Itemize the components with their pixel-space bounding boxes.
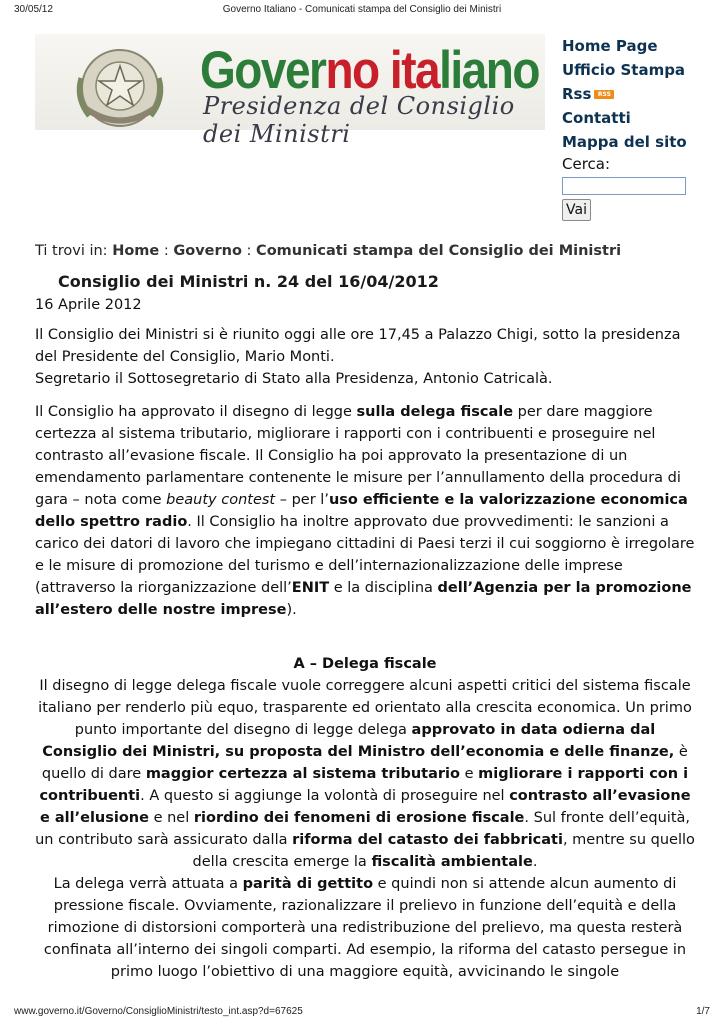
- nav-home-page[interactable]: Home Page: [562, 37, 658, 55]
- nav-ufficio-stampa[interactable]: Ufficio Stampa: [562, 61, 686, 79]
- section-heading: A – Delega fiscale: [293, 656, 437, 672]
- print-header: [14, 4, 710, 18]
- print-date: 30/05/12: [14, 4, 53, 15]
- logo-subtitle: Presidenza del Consiglio dei Ministri: [203, 92, 515, 148]
- italian-emblem-icon: [65, 38, 175, 134]
- breadcrumb-comunicati[interactable]: Comunicati stampa del Consiglio dei Ministri: [256, 243, 622, 259]
- print-page-number: 1/7: [696, 1006, 710, 1017]
- search-label: Cerca:: [562, 155, 611, 173]
- print-doc-title: Governo Italiano - Comunicati stampa del Consiglio dei Ministri: [222, 4, 502, 15]
- rss-badge-icon[interactable]: RSS: [594, 90, 614, 99]
- print-url: www.governo.it/Governo/ConsiglioMinistri/testo_int.asp?d=67625: [14, 1006, 303, 1017]
- breadcrumb: Ti trovi in: Home : Governo : Comunicati stampa del Consiglio dei Ministri: [35, 243, 622, 259]
- logo-title: Governo italiano: [200, 39, 539, 100]
- section-paragraph-2: La delega verrà attuata a parità di gettito e quindi non si attende alcun aumento di pressione fiscale. Ovviamente, razionalizzare il prelievo in funzione dell’equità e della rimozione di distorsioni comporterà una redistribuzione del prelievo, ma questa resterà confinata all’interno dei singoli comparti. Ad esempio, la riforma del catasto persegue in primo luogo l’obiettivo di una maggiore equità, avvicinando le singole: [43, 876, 687, 980]
- article-paragraph-1: Il Consiglio dei Ministri si è riunito oggi alle ore 17,45 a Palazzo Chigi, sotto la presidenza del Presidente del Consiglio, Mario Monti. Segretario il Sottosegretario di Stato alla Presidenza, Antonio Catricalà.: [35, 327, 681, 387]
- search-button[interactable]: Vai: [562, 199, 591, 221]
- page-title: Consiglio dei Ministri n. 24 del 16/04/2012: [58, 272, 439, 291]
- nav-rss[interactable]: Rss RSS: [562, 82, 712, 106]
- breadcrumb-home[interactable]: Home: [112, 243, 160, 259]
- section-delega-fiscale: [35, 653, 695, 983]
- nav-mappa-del-sito[interactable]: Mappa del sito: [562, 133, 687, 151]
- article-body: [35, 324, 695, 621]
- article-paragraph-2: Il Consiglio ha approvato il disegno di legge sulla delega fiscale per dare maggiore certezza al sistema tributario, migliorare i rapporti con i contribuenti e proseguire nel contrasto all’evasione fiscale. Il Consiglio ha poi approvato la presentazione di un emendamento parlamentare contenente le misure per l’annullamento della procedura di gara – nota come beauty contest – per l’uso efficiente e la valorizzazione economica dello spettro radio. Il Consiglio ha inoltre approvato due provvedimenti: le sanzioni a carico dei datori di lavoro che impiegano cittadini di Paesi terzi il cui soggiorno è irregolare e le misure di promozione del turismo e dell’internazionalizzazione delle imprese (attraverso la riorganizzazione dell’ENIT e la disciplina dell’Agenzia per la promozione all’estero delle nostre imprese).: [35, 404, 695, 618]
- print-footer: [14, 1006, 710, 1020]
- section-paragraph-1: Il disegno di legge delega fiscale vuole correggere alcuni aspetti critici del sistema fiscale italiano per renderlo più equo, trasparente ed orientato alla crescita economica. Un primo punto importante del disegno di legge delega approvato in data odierna dal Consiglio dei Ministri, su proposta del Ministro dell’economia e delle finanze, è quello di dare maggior certezza al sistema tributario e migliorare i rapporti con i contribuenti. A questo si aggiunge la volontà di proseguire nel contrasto all’evasione e all’elusione e nel riordino dei fenomeni di erosione fiscale. Sul fronte dell’equità, un contributo sarà assicurato dalla riforma del catasto dei fabbricati, mentre su quello della crescita emerge la fiscalità ambientale.: [35, 678, 695, 870]
- article-date: 16 Aprile 2012: [35, 297, 142, 313]
- site-banner[interactable]: [35, 34, 545, 148]
- breadcrumb-prefix: Ti trovi in:: [35, 243, 108, 259]
- search-input[interactable]: [562, 177, 686, 195]
- breadcrumb-governo[interactable]: Governo: [173, 243, 242, 259]
- top-nav: [562, 34, 712, 154]
- nav-contatti[interactable]: Contatti: [562, 109, 631, 127]
